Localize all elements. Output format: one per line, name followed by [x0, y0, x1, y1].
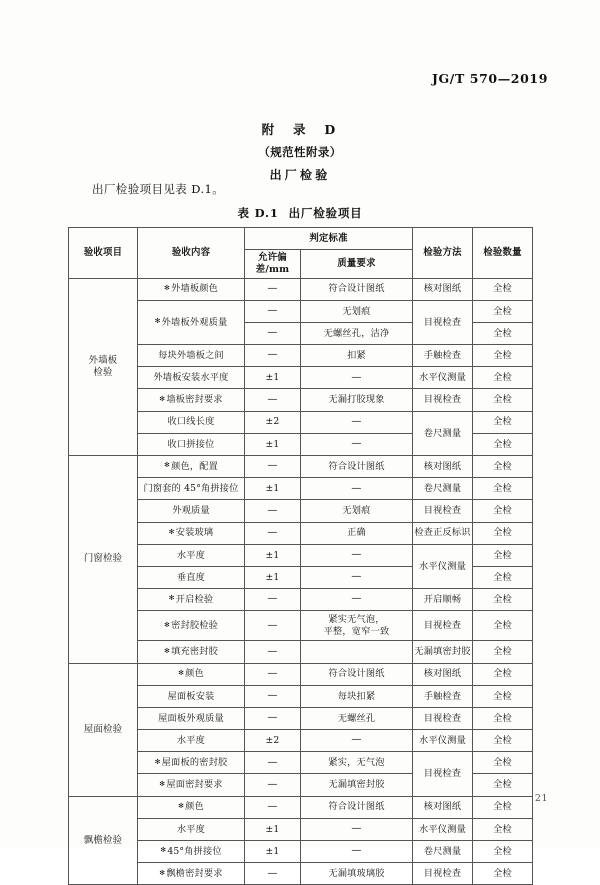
cell-quality-requirement: —: [301, 478, 413, 500]
table-row: [69, 841, 533, 863]
cell-inspection-method: 目视检查: [413, 863, 473, 885]
page-number: 21: [534, 793, 548, 804]
cell-tolerance: —: [245, 774, 301, 796]
table-row: [69, 544, 533, 566]
th-method: 检验方法: [413, 228, 473, 279]
cell-quality-requirement: —: [301, 730, 413, 752]
cell-inspection-quantity: 全检: [473, 863, 533, 885]
cell-quality-requirement: —: [301, 367, 413, 389]
cell-acceptance-content: 收口拼接位: [138, 433, 245, 455]
cell-inspection-quantity: 全检: [473, 322, 533, 344]
cell-acceptance-content: 屋面板外观质量: [138, 707, 245, 729]
table-row: [69, 730, 533, 752]
cell-inspection-quantity: 全检: [473, 300, 533, 322]
cell-tolerance: ±2: [245, 411, 301, 433]
th-quality: 质量要求: [301, 250, 413, 279]
cell-inspection-method: 手触检查: [413, 345, 473, 367]
cell-acceptance-content: ✻外墙板外观质量: [138, 300, 245, 344]
table-row: [69, 367, 533, 389]
cell-acceptance-content: 水平度: [138, 818, 245, 840]
cell-inspection-method: 卷尺测量: [413, 411, 473, 455]
cell-tolerance: —: [245, 500, 301, 522]
cell-inspection-method: 水平仪测量: [413, 730, 473, 752]
cell-quality-requirement: 扣紧: [301, 345, 413, 367]
cell-acceptance-content: 垂直度: [138, 566, 245, 588]
cell-inspection-method: 核对图纸: [413, 663, 473, 685]
cell-tolerance: ±1: [245, 566, 301, 588]
cell-quality-requirement: —: [301, 411, 413, 433]
table-row: [69, 500, 533, 522]
table-row: [69, 663, 533, 685]
cell-acceptance-content: ✻屋面板的密封胶: [138, 752, 245, 774]
table-header: [69, 228, 533, 279]
cell-tolerance: —: [245, 522, 301, 544]
table-row: [69, 345, 533, 367]
cell-tolerance: —: [245, 863, 301, 885]
cell-acceptance-content: ✻颜色，配置: [138, 456, 245, 478]
cell-quality-requirement: —: [301, 566, 413, 588]
cell-quality-requirement: —: [301, 544, 413, 566]
table-body: [69, 278, 533, 885]
annex-title: 附 录 D: [261, 122, 339, 137]
cell-inspection-method: 目视检查: [413, 389, 473, 411]
cell-quality-requirement: 无漏填玻璃胶: [301, 863, 413, 885]
intro-paragraph: 出厂检验项目见表 D.1。: [92, 182, 225, 196]
cell-acceptance-item: 飘檐检验: [69, 796, 138, 885]
cell-inspection-quantity: 全检: [473, 611, 533, 641]
cell-inspection-quantity: 全检: [473, 345, 533, 367]
table-row: [69, 478, 533, 500]
cell-quality-requirement: 符合设计图纸: [301, 796, 413, 818]
cell-acceptance-content: 门窗套的 45°角拼接位: [138, 478, 245, 500]
cell-inspection-method: 水平仪测量: [413, 544, 473, 588]
cell-inspection-quantity: 全检: [473, 641, 533, 663]
cell-inspection-quantity: 全检: [473, 389, 533, 411]
cell-inspection-quantity: 全检: [473, 433, 533, 455]
cell-tolerance: —: [245, 589, 301, 611]
cell-acceptance-content: 外墙板安装水平度: [138, 367, 245, 389]
cell-inspection-method: 卷尺测量: [413, 478, 473, 500]
cell-quality-requirement: —: [301, 589, 413, 611]
cell-inspection-method: 核对图纸: [413, 456, 473, 478]
cell-inspection-method: 水平仪测量: [413, 818, 473, 840]
cell-inspection-quantity: 全检: [473, 663, 533, 685]
cell-acceptance-content: 收口线长度: [138, 411, 245, 433]
cell-inspection-method: 目视检查: [413, 300, 473, 344]
cell-acceptance-item: 门窗检验: [69, 456, 138, 664]
cell-inspection-quantity: 全检: [473, 752, 533, 774]
inspection-table-wrap: [68, 227, 532, 885]
cell-acceptance-content: ✻密封胶检验: [138, 611, 245, 641]
cell-inspection-method: 手触检查: [413, 685, 473, 707]
cell-quality-requirement: 每块扣紧: [301, 685, 413, 707]
table-row: [69, 611, 533, 641]
cell-inspection-method: 开启顺畅: [413, 589, 473, 611]
table-row: [69, 707, 533, 729]
th-tolerance: 允许偏差/mm: [245, 250, 301, 279]
cell-inspection-method: 无漏填密封胶: [413, 641, 473, 663]
cell-inspection-method: 目视检查: [413, 752, 473, 796]
cell-tolerance: —: [245, 345, 301, 367]
cell-tolerance: —: [245, 796, 301, 818]
table-row: [69, 818, 533, 840]
cell-tolerance: —: [245, 752, 301, 774]
cell-inspection-method: 目视检查: [413, 500, 473, 522]
table-row: [69, 641, 533, 663]
table-caption-number: 表 D.1: [237, 206, 279, 220]
cell-tolerance: ±2: [245, 730, 301, 752]
cell-acceptance-content: ✻颜色: [138, 663, 245, 685]
cell-inspection-method: 水平仪测量: [413, 367, 473, 389]
cell-tolerance: —: [245, 278, 301, 300]
cell-inspection-quantity: 全检: [473, 566, 533, 588]
cell-quality-requirement: 无划痕: [301, 300, 413, 322]
cell-tolerance: —: [245, 389, 301, 411]
cell-tolerance: ±1: [245, 367, 301, 389]
cell-acceptance-content: ✻45°角拼接位: [138, 841, 245, 863]
table-row: [69, 278, 533, 300]
document-header: [68, 68, 548, 90]
cell-quality-requirement: 符合设计图纸: [301, 456, 413, 478]
cell-tolerance: —: [245, 663, 301, 685]
cell-acceptance-content: ✻屋面密封要求: [138, 774, 245, 796]
cell-inspection-quantity: 全检: [473, 796, 533, 818]
table-row: [69, 589, 533, 611]
cell-acceptance-content: 屋面板安装: [138, 685, 245, 707]
th-quantity: 检验数量: [473, 228, 533, 279]
cell-tolerance: —: [245, 300, 301, 322]
table-row: [69, 411, 533, 433]
cell-acceptance-content: 每块外墙板之间: [138, 345, 245, 367]
cell-inspection-quantity: 全检: [473, 685, 533, 707]
cell-inspection-quantity: 全检: [473, 411, 533, 433]
cell-acceptance-content: ✻颜色: [138, 796, 245, 818]
table-row: [69, 456, 533, 478]
cell-inspection-quantity: 全检: [473, 367, 533, 389]
cell-inspection-quantity: 全检: [473, 730, 533, 752]
table-row: [69, 522, 533, 544]
cell-tolerance: —: [245, 641, 301, 663]
cell-acceptance-item: 屋面检验: [69, 663, 138, 796]
cell-quality-requirement: —: [301, 841, 413, 863]
th-content: 验收内容: [138, 228, 245, 279]
cell-inspection-quantity: 全检: [473, 478, 533, 500]
cell-tolerance: —: [245, 322, 301, 344]
table-caption-title: 出厂检验项目: [288, 206, 363, 220]
cell-acceptance-content: ✻外墙板颜色: [138, 278, 245, 300]
cell-quality-requirement: —: [301, 818, 413, 840]
cell-quality-requirement: 紧实，无气泡: [301, 752, 413, 774]
cell-acceptance-content: ✻飘檐密封要求: [138, 863, 245, 885]
inspection-table: [68, 227, 533, 885]
cell-inspection-method: 目视检查: [413, 707, 473, 729]
cell-inspection-method: 检查正反标识: [413, 522, 473, 544]
cell-acceptance-item: 外墙板 检验: [69, 278, 138, 456]
annex-name: 出厂检验: [269, 168, 331, 182]
cell-quality-requirement: [301, 641, 413, 663]
cell-quality-requirement: 无漏打胶现象: [301, 389, 413, 411]
cell-tolerance: —: [245, 707, 301, 729]
cell-tolerance: ±1: [245, 478, 301, 500]
cell-quality-requirement: 无螺丝孔，洁净: [301, 322, 413, 344]
cell-acceptance-content: ✻安装玻璃: [138, 522, 245, 544]
cell-tolerance: ±1: [245, 433, 301, 455]
cell-inspection-quantity: 全检: [473, 774, 533, 796]
cell-quality-requirement: 紧实无气泡， 平整，宽窄一致: [301, 611, 413, 641]
table-row: [69, 685, 533, 707]
table-row: [69, 752, 533, 774]
cell-tolerance: ±1: [245, 841, 301, 863]
cell-quality-requirement: 符合设计图纸: [301, 278, 413, 300]
cell-tolerance: —: [245, 685, 301, 707]
cell-inspection-quantity: 全检: [473, 456, 533, 478]
cell-quality-requirement: 正确: [301, 522, 413, 544]
cell-acceptance-content: 外观质量: [138, 500, 245, 522]
cell-acceptance-content: ✻墙板密封要求: [138, 389, 245, 411]
cell-inspection-method: 核对图纸: [413, 278, 473, 300]
cell-inspection-method: 目视检查: [413, 611, 473, 641]
table-row: [69, 389, 533, 411]
table-row: [69, 863, 533, 885]
cell-acceptance-content: 水平度: [138, 544, 245, 566]
cell-inspection-method: 卷尺测量: [413, 841, 473, 863]
cell-tolerance: —: [245, 611, 301, 641]
cell-quality-requirement: 无螺丝孔: [301, 707, 413, 729]
cell-quality-requirement: —: [301, 433, 413, 455]
table-caption: [0, 205, 600, 221]
cell-acceptance-content: 水平度: [138, 730, 245, 752]
cell-inspection-quantity: 全检: [473, 707, 533, 729]
th-item: 验收项目: [69, 228, 138, 279]
cell-tolerance: ±1: [245, 818, 301, 840]
cell-inspection-quantity: 全检: [473, 841, 533, 863]
cell-inspection-quantity: 全检: [473, 522, 533, 544]
cell-tolerance: ±1: [245, 544, 301, 566]
cell-acceptance-content: ✻填充密封胶: [138, 641, 245, 663]
table-header-row-1: [69, 228, 533, 250]
cell-inspection-method: 核对图纸: [413, 796, 473, 818]
table-row: [69, 796, 533, 818]
th-criteria: 判定标准: [245, 228, 413, 250]
standard-code: JG/T 570—2019: [432, 71, 548, 86]
cell-inspection-quantity: 全检: [473, 278, 533, 300]
cell-quality-requirement: 无划痕: [301, 500, 413, 522]
cell-inspection-quantity: 全检: [473, 544, 533, 566]
cell-inspection-quantity: 全检: [473, 818, 533, 840]
cell-inspection-quantity: 全检: [473, 500, 533, 522]
cell-acceptance-content: ✻开启检验: [138, 589, 245, 611]
cell-quality-requirement: 符合设计图纸: [301, 663, 413, 685]
cell-tolerance: —: [245, 456, 301, 478]
cell-quality-requirement: 无漏填密封胶: [301, 774, 413, 796]
cell-inspection-quantity: 全检: [473, 589, 533, 611]
annex-subtitle: （规范性附录）: [258, 145, 342, 159]
annex-heading-block: [0, 120, 600, 183]
table-row: [69, 300, 533, 322]
